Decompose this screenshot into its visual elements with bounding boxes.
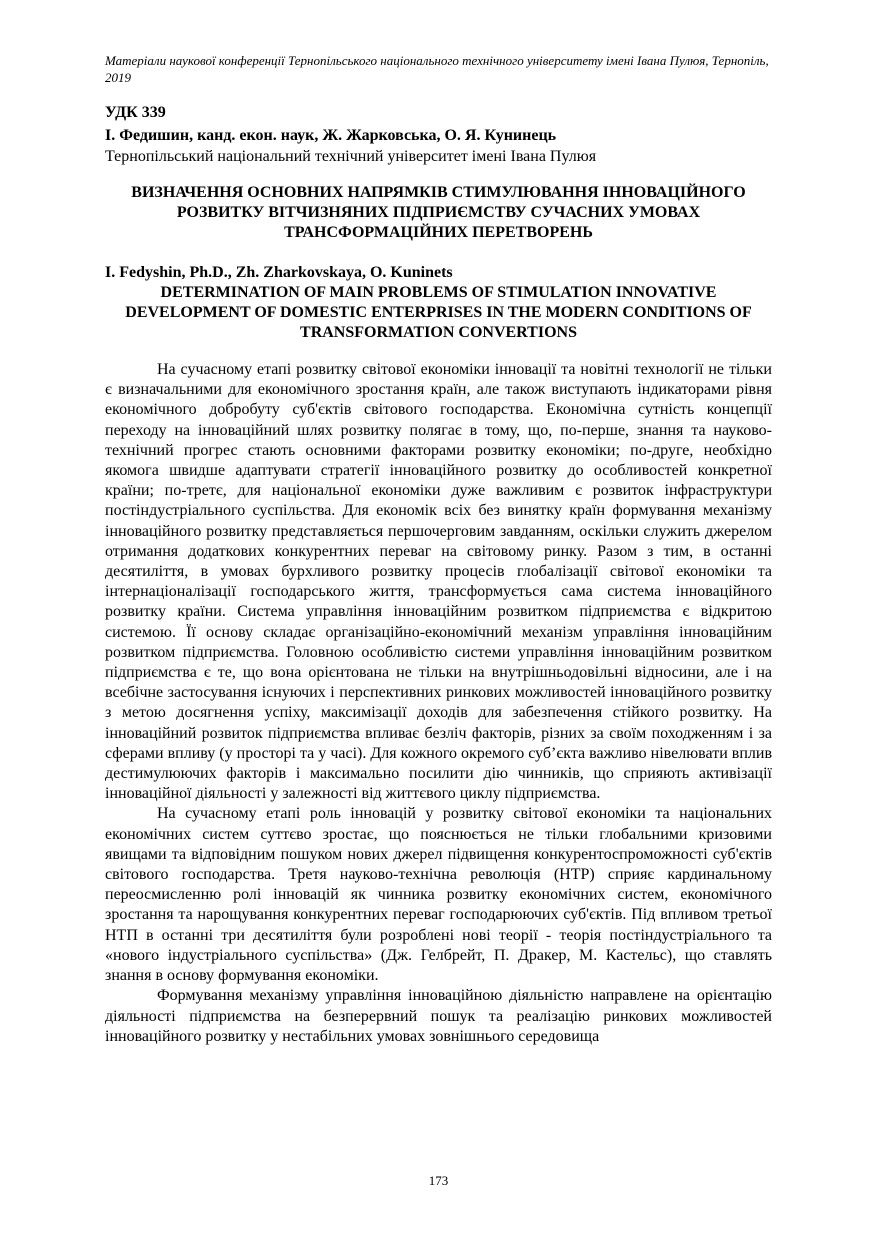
conference-header-note: Матеріали наукової конференції Тернопільського національного технічного університету імені Івана Пулюя, Тернопіль, 2019 (105, 53, 769, 85)
paragraph: Формування механізму управління інноваційною діяльністю направлене на орієнтацію діяльності підприємства на безперервний пошук та реалізацію ринкових можливостей інноваційного розвитку у нестабільних умовах зовнішнього середовища (105, 987, 772, 1045)
paragraph: На сучасному етапі розвитку світової економіки інновації та новітні технології не тільки є визначальними для економічного зростання країн, але також виступають індикаторами рівня економічного добробуту суб'єктів світового господарства. Економічна сутність концепції переходу на інноваційний шлях розвитку полягає в тому, що, по-перше, знання та науково-технічний прогрес стають основними факторами розвитку економіки; по-друге, необхідно якомога швидше адаптувати стратегії інноваційного розвитку до особливостей конкретної країни; по-третє, для національної економіки дуже важливим є розвиток інфраструктури постіндустріального суспільства. Для економік всіх без винятку країн формування механізму інноваційного розвитку представляється першочерговим завданням, оскільки служить джерелом отримання додаткових конкурентних переваг на світовому ринку. Разом з тим, в останні десятиліття, в умовах бурхливого розвитку процесів глобалізації світової економіки та інтернаціоналізації господарського життя, трансформується сама система інноваційного розвитку країни. Система управління інноваційним розвитком підприємства є відкритою системою. Її основу складає організаційно-економічний механізм управління інноваційним розвитком підприємства. Головною особливістю системи управління інноваційним розвитком підприємства є те, що вона орієнтована не тільки на внутрішньодовільні відносини, але і на всебічне застосування існуючих і перспективних ринкових можливостей інноваційного розвитку з метою досягнення успіху, максимізації доходів для забезпечення стійкого розвитку. На інноваційний розвиток підприємства впливає безліч факторів, різних за своїм походженням і за сферами впливу (у просторі та у часі). Для кожного окремого суб’єкта важливо нівелювати вплив дестимулюючих факторів і максимально посилити дію чинників, що сприяють активізації інноваційної діяльності у залежності від життєвого циклу підприємства. (105, 361, 772, 803)
body-text (105, 360, 772, 1047)
paragraph: На сучасному етапі роль інновацій у розвитку світової економіки та національних економічних систем суттєво зростає, що пояснюється не тільки глобальними кризовими явищами та відповідним пошуком нових джерел підвищення конкурентоспроможності суб'єктів світового господарства. Третя науково-технічна революція (НТР) сприяє кардинальному переосмисленню ролі інновацій як чинника розвитку економічних систем, економічного зростання та нарощування конкурентних переваг господарюючих суб'єктів. Під впливом третьої НТП в останні три десятиліття були розроблені нові теорії - теорія постіндустріального та «нового індустріального суспільства» (Дж. Гелбрейт, П. Дракер, М. Кастельс), що ставлять знання в основу формування економіки. (105, 805, 772, 985)
affiliation: Тернопільський національний технічний університет імені Івана Пулюя (105, 148, 597, 165)
title-ukrainian: ВИЗНАЧЕННЯ ОСНОВНИХ НАПРЯМКІВ СТИМУЛЮВАННЯ ІННОВАЦІЙНОГО РОЗВИТКУ ВІТЧИЗНЯНИХ ПІДПРИЄМСТВУ СУЧАСНИХ УМОВАХ ТРАНСФОРМАЦІЙНИХ ПЕРЕТВОРЕНЬ (131, 184, 746, 241)
authors-english: I. Fedyshin, Ph.D., Zh. Zharkovskaya, O. Kuninets (105, 264, 453, 281)
udk-code: УДК 339 (105, 104, 166, 121)
authors-ukrainian: І. Федишин, канд. екон. наук, Ж. Жарковська, О. Я. Кунинець (105, 127, 557, 144)
page-number: 173 (428, 1173, 449, 1188)
title-english: DETERMINATION OF MAIN PROBLEMS OF STIMULATION INNOVATIVE DEVELOPMENT OF DOMESTIC ENTERPRISES IN THE MODERN CONDITIONS OF TRANSFORMATION CONVERTIONS (125, 284, 752, 341)
